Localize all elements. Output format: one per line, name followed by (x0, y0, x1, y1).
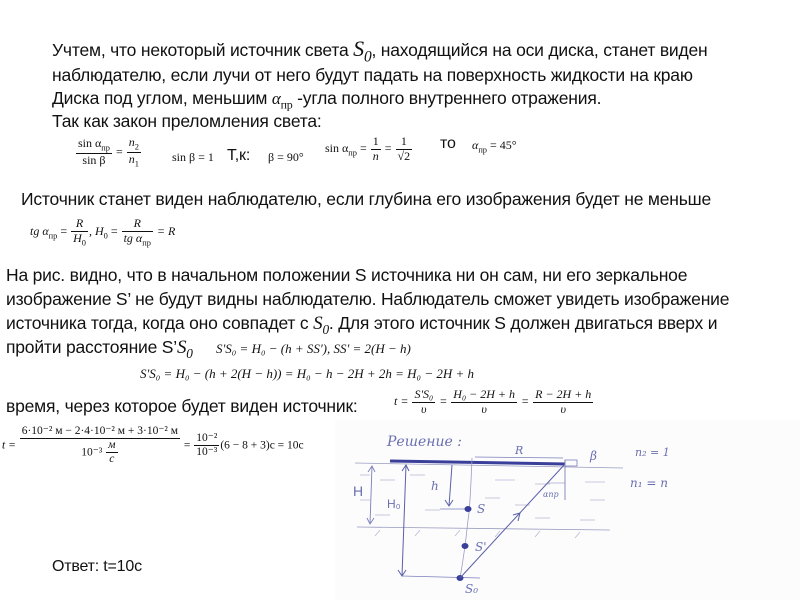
label-S-prime: S' (475, 540, 487, 554)
label-S: S (477, 502, 486, 516)
para2: Источник станет виден наблюдателю, если глубина его изображения будет не меньше (21, 189, 712, 209)
formula-alpha-result: $\alpha_{пр} = 45^\circ$ (472, 138, 517, 155)
point-S-prime (462, 543, 469, 549)
symbol-s0: $S_0$ (353, 36, 372, 66)
solution-diagram (335, 420, 800, 600)
to-label: то (440, 135, 456, 152)
symbol-alpha-pr: $\alpha_{пр}$ (271, 89, 293, 112)
symbol-s0: $S_0$ (313, 313, 329, 337)
text: источника тогда, когда оно совпадет с (6, 313, 309, 333)
formula-snell: $\frac{\sin \alpha_{пр}}{\text{sin β}}$ = $\frac{n_2}{n_1}$ (78, 135, 139, 169)
para3-line2: изображение S’ не будут видны наблюдателю. Наблюдатель сможет увидеть изображение (6, 289, 730, 309)
formula-distance1: S'S₀ = H₀ − (h + SS'), SS' = 2(H − h) (216, 341, 411, 356)
tk-label: Т,к: (227, 147, 251, 164)
time-label: время, через которое будет виден источник: (6, 396, 358, 416)
label-H: H (353, 483, 364, 499)
disk-bar (390, 461, 565, 464)
label-n2: n₂ = 1 (635, 446, 670, 459)
answer: Ответ: t=10c (52, 558, 142, 575)
label-n1: n₁ = n (630, 476, 668, 490)
text: пройти расстояние S’ (6, 337, 177, 357)
para3-line4 (6, 336, 193, 365)
text: . Для этого источник S должен двигаться вверх и (328, 313, 718, 333)
para1-line2: наблюдателю, если лучи от него будут падать на поверхность жидкости на краю (52, 65, 693, 85)
formula-distance2: S'S₀ = H₀ − (h + 2(H − h)) = H₀ − h − 2H + 2h = H₀ − 2H + h (140, 366, 475, 381)
formula-beta: β = 90° (268, 150, 304, 164)
point-S (465, 506, 472, 512)
label-S0: S₀ (465, 582, 479, 596)
label-alpha: αпр (543, 490, 559, 499)
label-R: R (515, 444, 524, 457)
text: -угла полного внутреннего отражения. (297, 88, 602, 108)
formula-depth: tg $\alpha_{пр}$ = $\frac{R}{H_0}$ , $H_0$ = $\frac{R}{tg \alpha_{пр}}$ = R (30, 216, 176, 248)
label-H0: H₀ (387, 497, 401, 511)
text: , находящийся на оси диска, станет виден (371, 40, 708, 60)
formula-sin-alpha: $\sin \alpha_{пр}$ = $\frac{1}{n}$ = $\frac{1}{√2}$ (325, 134, 411, 163)
para3-line1: На рис. видно, что в начальном положении S источника ни он сам, ни его зеркальное (6, 265, 688, 285)
symbol-s0: $S_0$ (176, 337, 193, 361)
diagram-sketch (335, 420, 800, 600)
text: Диска под углом, меньшим (52, 88, 268, 108)
text: Учтем, что некоторый источник света (52, 40, 349, 60)
formula-time: t = $\frac{\text{S'S₀}}{\upsilon}$ = $\frac{\text{H₀ − 2H + h}}{\upsilon}$ = $\frac{R - 2H + h}{\upsilon}$ (394, 387, 592, 416)
diagram-title: Решение : (387, 434, 462, 450)
label-h: h (431, 479, 439, 493)
para1-line4: Так как закон преломления света: (52, 111, 322, 131)
formula-calculation: t = 6·10⁻² м − 2·4·10⁻² м + 3·10⁻² м 10⁻³ $\frac{м}{с}$ = $\frac{\text{10⁻²}}{\text{10⁻³}}$ (6 − 8 + 3)с = 10с (2, 425, 304, 466)
formula-sinbeta: sin β = 1 (172, 150, 214, 164)
label-beta: β (590, 449, 597, 463)
